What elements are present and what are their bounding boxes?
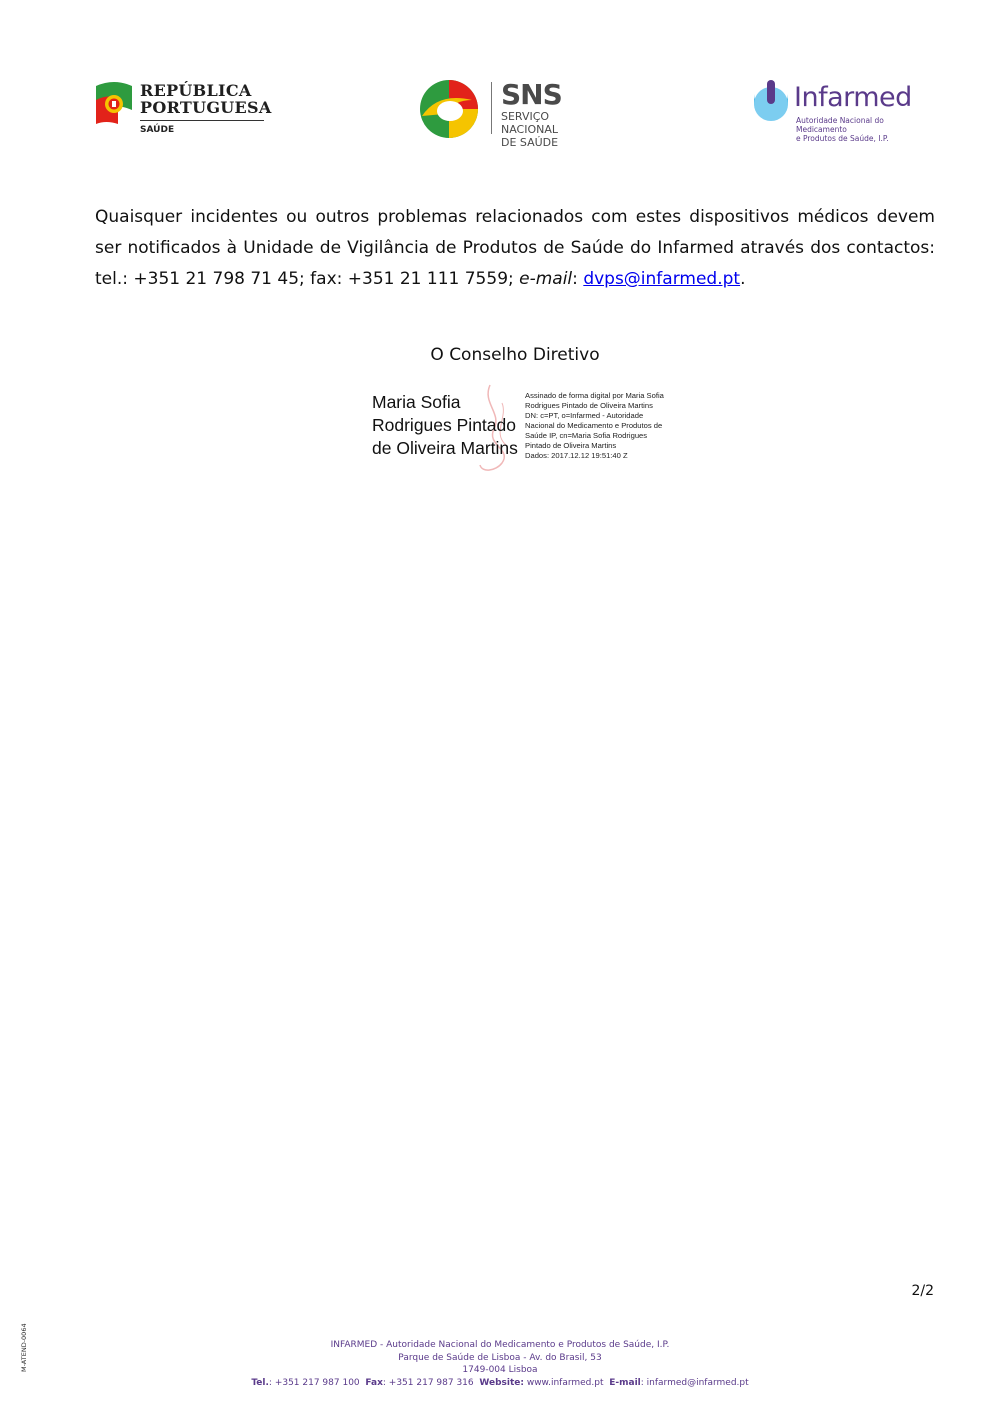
signature-detail-line: Dados: 2017.12.12 19:51:40 Z [525, 451, 628, 460]
signature-detail-line: DN: c=PT, o=Infarmed - Autoridade [525, 411, 644, 420]
republica-subtitle: SAÚDE [140, 125, 175, 135]
email-link[interactable]: dvps@infarmed.pt [583, 269, 741, 289]
republica-divider [140, 120, 264, 121]
sns-circle-icon [418, 78, 480, 140]
footer-website-label: Website: [479, 1377, 524, 1388]
footer-postcode: 1749-004 Lisboa [462, 1365, 538, 1375]
signature-detail-line: Assinado de forma digital por Maria Sofia [525, 391, 664, 400]
footer-email-label: E-mail [609, 1377, 641, 1388]
footer-contacts [0, 1377, 1000, 1390]
portugal-emblem-icon [94, 80, 134, 128]
infarmed-logo [750, 78, 920, 143]
republica-title [140, 82, 272, 116]
form-code: M-ATEND-0064 [20, 1323, 28, 1372]
signature-detail-line: Rodrigues Pintado de Oliveira Martins [525, 401, 653, 410]
signer-name-line1: Maria Sofia [372, 392, 461, 412]
signer-name-line2: Rodrigues Pintado [372, 415, 516, 435]
infarmed-line2: e Produtos de Saúde, I.P. [796, 134, 889, 143]
page-number: 2/2 [911, 1283, 934, 1299]
footer-tel-label: Tel. [251, 1377, 269, 1388]
republica-portuguesa-logo [94, 78, 274, 140]
council-title: O Conselho Diretivo [430, 345, 600, 365]
republica-line1: REPÚBLICA [140, 81, 252, 100]
footer [0, 1339, 1000, 1389]
infarmed-symbol-icon [750, 78, 792, 124]
digital-signature [372, 385, 682, 475]
email-colon: : [572, 269, 584, 289]
signer-name [372, 391, 518, 460]
footer-org: INFARMED - Autoridade Nacional do Medicamento e Produtos de Saúde, I.P. [330, 1340, 670, 1350]
signer-name-line3: de Oliveira Martins [372, 438, 518, 458]
sns-line1: SERVIÇO NACIONAL [501, 110, 559, 136]
sns-logo [418, 78, 603, 149]
infarmed-line1: Autoridade Nacional do Medicamento [796, 116, 884, 134]
footer-tel: : +351 217 987 100 [268, 1377, 360, 1388]
signature-detail-line: Pintado de Oliveira Martins [525, 441, 617, 450]
footer-website[interactable]: www.infarmed.pt [523, 1377, 604, 1388]
sns-line2: DE SAÚDE [501, 136, 559, 149]
signature-detail-line: Saúde IP, cn=Maria Sofia Rodrigues [525, 431, 648, 440]
infarmed-name: Infarmed [794, 82, 912, 113]
email-label: e-mail [519, 269, 573, 289]
footer-email[interactable]: : infarmed@infarmed.pt [640, 1377, 749, 1388]
sns-abbr: SNS [501, 78, 562, 111]
footer-address: Parque de Saúde de Lisboa - Av. do Brasil, 53 [398, 1352, 602, 1363]
signature-details [525, 391, 664, 461]
republica-line2: PORTUGUESA [140, 98, 272, 117]
body-text: Quaisquer incidentes ou outros problemas relacionados com estes dispositivos médicos devem ser notificados à Unidade de Vigilância de Produtos de Saúde do Infarmed através dos contactos: tel.: +351 21 798 71 45; fax: +351 21 111 7559; [95, 207, 935, 289]
sns-fullname [501, 110, 603, 149]
body-period: . [740, 269, 746, 289]
footer-fax: : +351 217 987 316 [382, 1377, 474, 1388]
infarmed-tagline [796, 116, 920, 143]
sns-divider [491, 82, 492, 134]
body-paragraph [95, 202, 935, 295]
footer-fax-label: Fax [365, 1377, 383, 1388]
signature-detail-line: Nacional do Medicamento e Produtos de [525, 421, 663, 430]
